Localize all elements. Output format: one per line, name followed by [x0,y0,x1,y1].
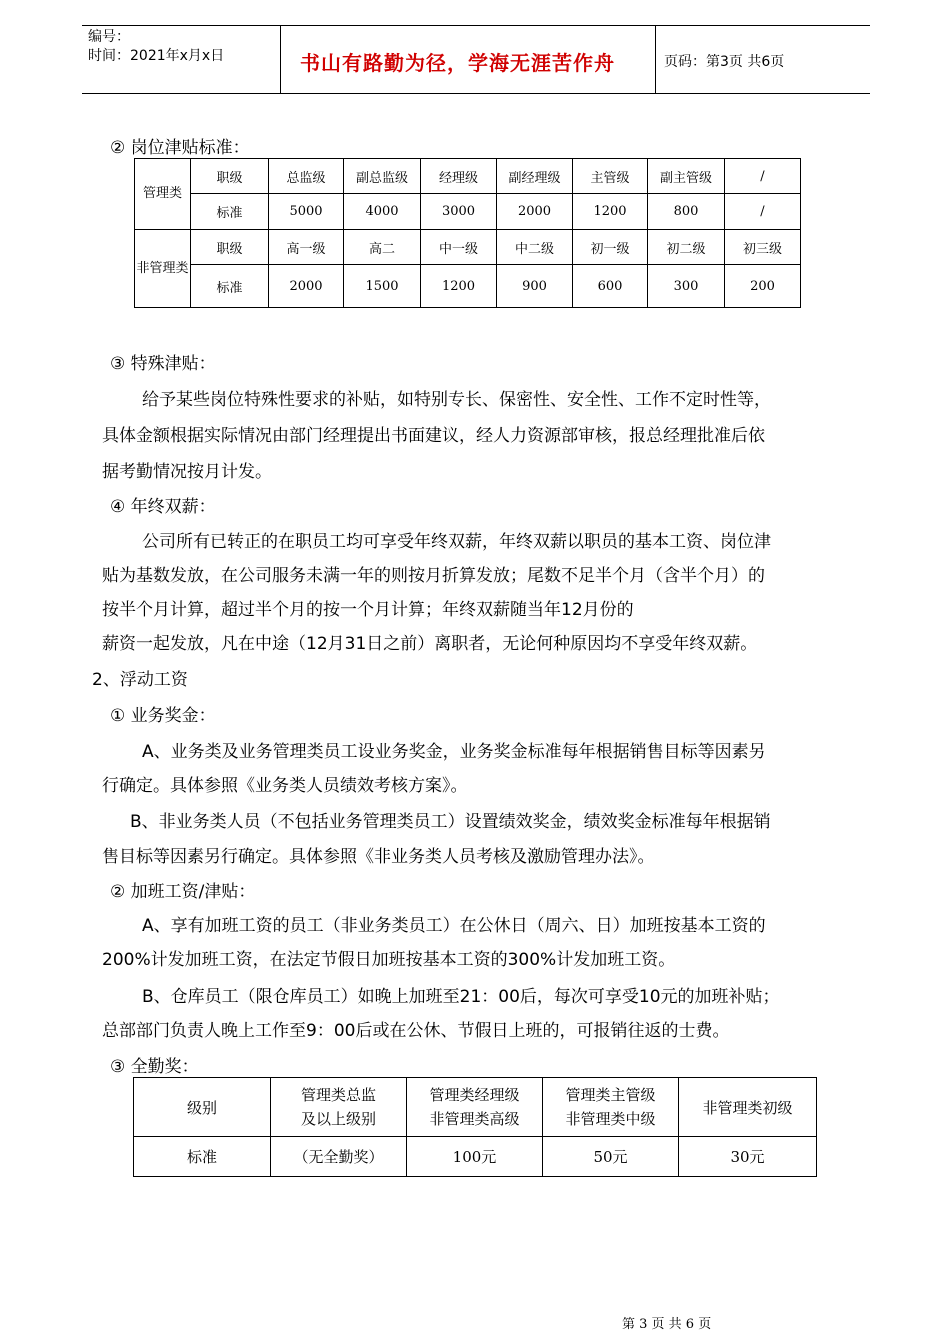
table-cell: 3000 [421,194,497,230]
paragraph-line: A、业务类及业务管理类员工设业务奖金，业务奖金标准每年根据销售目标等因素另 [142,742,766,762]
table-cell: 副主管级 [648,159,725,194]
table-row [134,1078,817,1137]
table-cell: / [725,159,801,194]
table-cell: 900 [497,265,573,308]
table-cell: （无全勤奖） [271,1137,407,1177]
table-cell: / [725,194,801,230]
table-row [135,265,801,308]
table-cell: 300 [648,265,725,308]
document-time-label: 时间：2021年x月x日 [88,48,225,64]
paragraph-line: 据考勤情况按月计发。 [102,462,272,482]
footer-page-number: 第 3 页 共 6 页 [622,1317,712,1332]
table-header-cell: 非管理类初级 [679,1078,817,1137]
table-cell: 标准 [191,194,269,230]
document-number-label: 编号： [88,29,130,45]
table-cell: 经理级 [421,159,497,194]
table-header-cell: 级别 [134,1078,271,1137]
paragraph-line: B、仓库员工（限仓库员工）如晚上加班至21：00后，每次可享受10元的加班补贴； [142,987,780,1007]
table-cell: 600 [573,265,648,308]
paragraph-line: 200%计发加班工资，在法定节假日加班按基本工资的300%计发加班工资。 [102,950,676,970]
table-cell: 中二级 [497,230,573,265]
paragraph-line: 售目标等因素另行确定。具体参照《非业务类人员考核及激励管理办法》。 [102,847,655,867]
table-header-cell: 管理类经理级 非管理类高级 [407,1078,543,1137]
table-row [135,230,801,265]
table-cell: 高一级 [269,230,344,265]
table-cell: 总监级 [269,159,344,194]
table-cell: 1200 [421,265,497,308]
table-cell: 职级 [191,159,269,194]
table-cell: 100元 [407,1137,543,1177]
table-cell: 副总监级 [344,159,421,194]
table-cell: 2000 [497,194,573,230]
table-cell: 中一级 [421,230,497,265]
paragraph-line: 行确定。具体参照《业务类人员绩效考核方案》。 [102,776,468,796]
table-row [135,194,801,230]
table-cell: 标准 [191,265,269,308]
floating-title: 2、浮动工资 [92,670,188,690]
table-header-cell: 管理类总监 及以上级别 [271,1078,407,1137]
business-bonus-title: ① 业务奖金： [110,706,216,726]
table-cell: 1500 [344,265,421,308]
table-cell: 职级 [191,230,269,265]
table-cell: 800 [648,194,725,230]
table-cell: 初二级 [648,230,725,265]
paragraph-line: 具体金额根据实际情况由部门经理提出书面建议，经人力资源部审核，报总经理批准后依 [102,426,765,446]
table-cell: 4000 [344,194,421,230]
nonmgmt-group-cell: 非管理类 [135,230,191,308]
mgmt-group-cell: 管理类 [135,159,191,230]
paragraph-line: 贴为基数发放，在公司服务未满一年的则按月折算发放；尾数不足半个月（含半个月）的 [102,566,765,586]
header-motto: 书山有路勤为径，学海无涯苦作舟 [300,51,615,75]
special-title: ③ 特殊津贴： [110,354,216,374]
table-cell: 标准 [134,1137,271,1177]
table-cell: 初一级 [573,230,648,265]
paragraph-line: 薪资一起发放，凡在中途（12月31日之前）离职者，无论何种原因均不享受年终双薪。 [102,634,758,654]
table-cell: 2000 [269,265,344,308]
table-cell: 副经理级 [497,159,573,194]
attendance-title: ③ 全勤奖： [110,1057,199,1077]
attendance-table [133,1077,817,1177]
table-cell: 200 [725,265,801,308]
table-cell: 高二 [344,230,421,265]
table-row [134,1137,817,1177]
table-cell: 30元 [679,1137,817,1177]
bonus13-title: ④ 年终双薪： [110,497,216,517]
table-cell: 主管级 [573,159,648,194]
paragraph-line: 总部部门负责人晚上工作至9：00后或在公休、节假日上班的，可报销往返的士费。 [102,1021,730,1041]
paragraph-line: B、非业务类人员（不包括业务管理类员工）设置绩效奖金，绩效奖金标准每年根据销 [130,812,771,832]
table-cell: 1200 [573,194,648,230]
table-cell: 初三级 [725,230,801,265]
table-cell: 50元 [543,1137,679,1177]
paragraph-line: 给予某些岗位特殊性要求的补贴，如特别专长、保密性、安全性、工作不定时性等， [142,390,771,410]
overtime-title: ② 加班工资/津贴： [110,882,256,902]
paragraph-line: 公司所有已转正的在职员工均可享受年终双薪，年终双薪以职员的基本工资、岗位津 [142,532,771,552]
header-page-label: 页码：第3页 共6页 [664,54,785,70]
table-row [135,159,801,194]
paragraph-line: A、享有加班工资的员工（非业务类员工）在公休日（周六、日）加班按基本工资的 [142,916,766,936]
table-cell: 5000 [269,194,344,230]
allowance-title: ② 岗位津贴标准： [110,138,250,158]
paragraph-line: 按半个月计算，超过半个月的按一个月计算；年终双薪随当年12月份的 [102,600,634,620]
allowance-table [134,158,801,308]
table-header-cell: 管理类主管级 非管理类中级 [543,1078,679,1137]
